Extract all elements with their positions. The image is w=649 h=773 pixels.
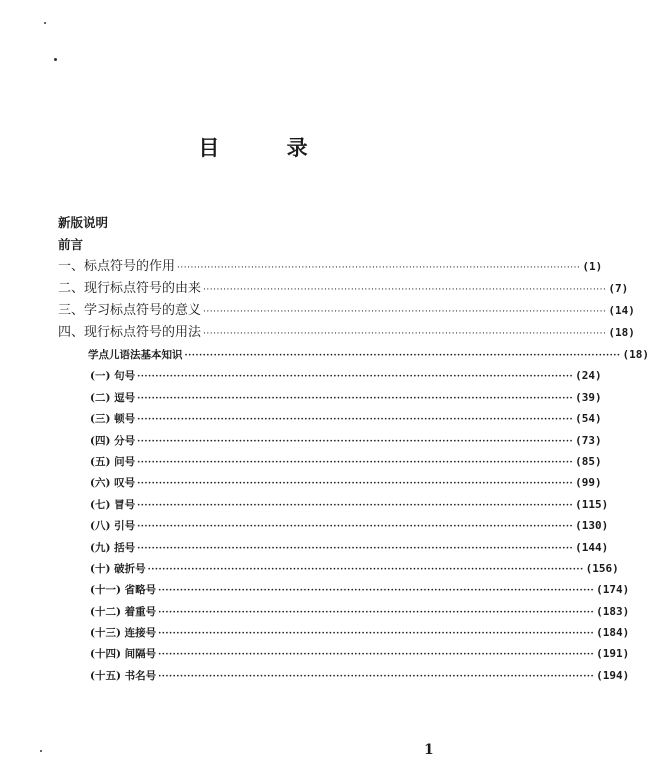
toc-entry-page: (115)	[575, 497, 609, 511]
toc-entry-page: (39)	[575, 390, 602, 404]
dot-leader: ························································································································	[137, 415, 574, 426]
toc-entry-page: (184)	[596, 626, 630, 640]
toc-entry-title: 学点儿语法基本知识	[88, 349, 183, 361]
toc-entry-page: (18)	[608, 326, 635, 339]
dot-leader: ························································································································	[137, 479, 574, 490]
toc-subentry-row	[58, 601, 630, 622]
toc-entry-title: (三) 顿号	[90, 413, 136, 426]
dot-leader: ························································································································	[184, 351, 621, 361]
toc-entry-page: (73)	[575, 433, 602, 447]
ink-speck	[44, 22, 46, 24]
toc-entry-title: 三、学习标点符号的意义	[58, 303, 202, 318]
table-of-contents	[58, 212, 649, 686]
toc-subentry-row	[58, 430, 602, 451]
dot-leader: ························································································································	[177, 263, 581, 273]
toc-entry-title: (十四) 间隔号	[90, 648, 157, 661]
toc-subentry-row	[58, 665, 630, 686]
toc-entry-page: (1)	[582, 260, 603, 273]
dot-leader: ························································································································	[147, 564, 584, 575]
toc-entry-title: (四) 分号	[90, 434, 136, 447]
toc-subentry-row	[58, 579, 630, 600]
dot-leader: ························································································································	[137, 543, 574, 554]
toc-subentry-row	[58, 515, 609, 536]
dot-leader: ························································································································	[158, 607, 595, 618]
toc-subentry-row	[58, 472, 602, 493]
dot-leader: ························································································································	[137, 393, 574, 404]
page-title: 目 录	[198, 135, 338, 160]
toc-entry-title: 二、现行标点符号的由来	[58, 281, 202, 296]
toc-entry-title: (十二) 着重号	[90, 605, 157, 618]
toc-entry-title: (一) 句号	[90, 370, 136, 383]
page-number: 1	[424, 742, 434, 758]
toc-subentry-row	[58, 451, 602, 472]
toc-entry-title: 一、标点符号的作用	[58, 259, 176, 274]
toc-entry-page: (194)	[596, 668, 630, 682]
toc-subentry-row	[58, 558, 619, 579]
toc-entry-page: (14)	[608, 304, 635, 317]
toc-entry-title: (十三) 连接号	[90, 627, 157, 640]
toc-entry-page: (18)	[622, 348, 649, 361]
toc-entry-page: (130)	[575, 519, 609, 533]
toc-subentry-row	[58, 408, 602, 429]
toc-entry-page: (7)	[608, 282, 629, 295]
toc-entry-page: (156)	[585, 561, 619, 575]
toc-subentry-row	[58, 387, 602, 408]
toc-subentry-row	[58, 365, 602, 386]
toc-entry-page: (24)	[575, 369, 602, 383]
toc-entry-page: (183)	[596, 604, 630, 618]
dot-leader: ························································································································	[137, 436, 574, 447]
toc-entry-page: (174)	[596, 583, 630, 597]
toc-chapter-row	[58, 278, 629, 300]
dot-leader: ························································································································	[158, 650, 595, 661]
toc-subentry-row	[58, 537, 609, 558]
toc-subentry-row	[58, 643, 630, 664]
dot-leader: ························································································································	[203, 329, 607, 339]
toc-entry-title: (五) 问号	[90, 455, 136, 468]
toc-entry-page: (54)	[575, 412, 602, 426]
toc-chapter-row	[58, 300, 635, 322]
toc-chapter-row	[58, 256, 603, 278]
toc-entry-title: (九) 括号	[90, 541, 136, 554]
toc-entry-page: (191)	[596, 647, 630, 661]
toc-heading-new-edition: 新版说明	[58, 215, 109, 230]
toc-entry-page: (144)	[575, 540, 609, 554]
ink-speck	[54, 58, 57, 61]
toc-subentry-list	[58, 344, 649, 686]
dot-leader: ························································································································	[158, 629, 595, 640]
toc-heading-preface: 前言	[58, 237, 84, 252]
dot-leader: ························································································································	[203, 307, 607, 317]
toc-subentry-row	[58, 344, 649, 365]
toc-subentry-row	[58, 494, 609, 515]
dot-leader: ························································································································	[158, 586, 595, 597]
dot-leader: ························································································································	[137, 457, 574, 468]
toc-subentry-row	[58, 622, 630, 643]
toc-entry-title: (二) 逗号	[90, 391, 136, 404]
dot-leader: ························································································································	[203, 285, 607, 295]
toc-entry-page: (85)	[575, 454, 602, 468]
toc-chapter-row	[58, 322, 635, 344]
toc-entry-title: 四、现行标点符号的用法	[58, 325, 202, 340]
dot-leader: ························································································································	[158, 671, 595, 682]
dot-leader: ························································································································	[137, 522, 574, 533]
dot-leader: ························································································································	[137, 500, 574, 511]
toc-entry-page: (99)	[575, 476, 602, 490]
toc-entry-title: (十五) 书名号	[90, 669, 157, 682]
toc-chapter-list	[58, 256, 635, 344]
toc-entry-title: (六) 叹号	[90, 477, 136, 490]
toc-entry-title: (八) 引号	[90, 520, 136, 533]
toc-entry-title: (七) 冒号	[90, 498, 136, 511]
ink-speck	[40, 750, 42, 752]
dot-leader: ························································································································	[137, 372, 574, 383]
toc-entry-title: (十一) 省略号	[90, 584, 157, 597]
toc-entry-title: (十) 破折号	[90, 562, 146, 575]
